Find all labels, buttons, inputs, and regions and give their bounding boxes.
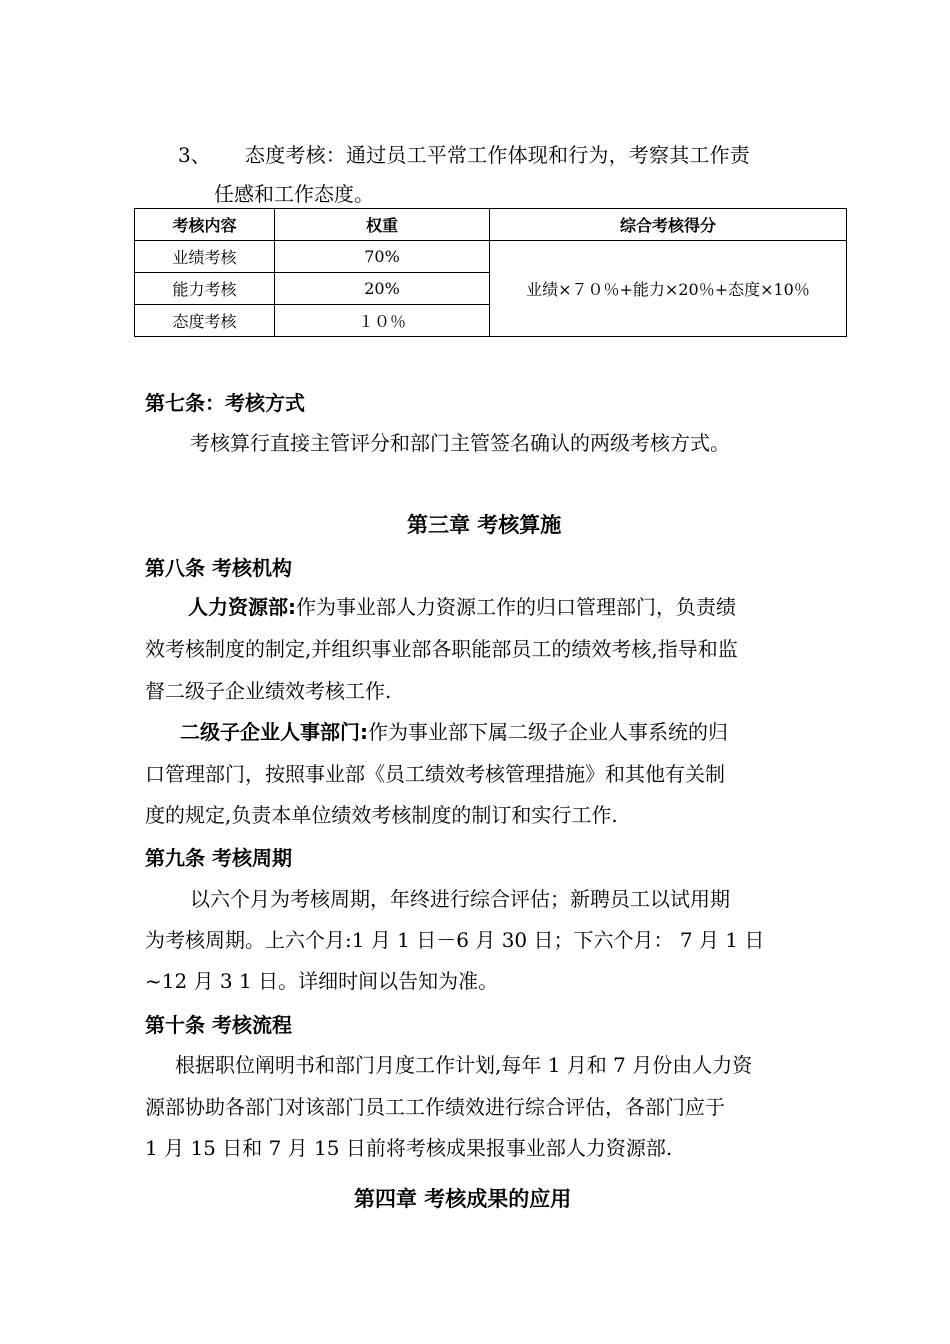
article8-hr-line1: 作为事业部人力资源工作的归口管理部门，负责绩 — [296, 595, 736, 619]
article9-line1: 以六个月为考核周期，年终进行综合评估；新聘员工以试用期 — [190, 887, 730, 911]
article9-line2: 为考核周期。上六个月:1 月 1 日－6 月 30 日；下六个月： 7 月 1 日 — [145, 928, 765, 952]
table-cell-item: 业绩考核 — [135, 241, 275, 273]
article9-line3: ~12 月 3 1 日。详细时间以告知为准。 — [145, 969, 499, 993]
table-header-weight: 权重 — [275, 209, 490, 241]
table-cell-item: 能力考核 — [135, 273, 275, 305]
assessment-table — [134, 208, 847, 337]
table-cell-weight: 70% — [275, 241, 490, 273]
table-header-content: 考核内容 — [135, 209, 275, 241]
article8-sub-paragraph-line1 — [180, 722, 728, 742]
article10-line2: 源部协助各部门对该部门员工工作绩效进行综合评估，各部门应于 — [145, 1095, 725, 1119]
item3-line2: 任感和工作态度。 — [214, 182, 374, 206]
article8-sub-label: 二级子企业人事部门: — [180, 720, 368, 744]
article8-sub-line3: 度的规定,负责本单位绩效考核制度的制订和实行工作. — [145, 803, 618, 827]
table-header-row — [135, 209, 847, 241]
article8-hr-line3: 督二级子企业绩效考核工作. — [145, 679, 392, 703]
article7-text: 考核算行直接主管评分和部门主管签名确认的两级考核方式。 — [190, 431, 730, 455]
item3-line1: 态度考核：通过员工平常工作体现和行为，考察其工作责 — [245, 143, 750, 167]
table-header-score: 综合考核得分 — [490, 209, 847, 241]
article8-sub-line2: 口管理部门，按照事业部《员工绩效考核管理措施》和其他有关制 — [145, 762, 725, 786]
article7-title: 第七条：考核方式 — [145, 391, 305, 415]
article10-line3: 1 月 15 日和 7 月 15 日前将考核成果报事业部人力资源部. — [145, 1136, 673, 1160]
table-row — [135, 241, 847, 273]
item3-number: 3、 — [178, 143, 211, 167]
chapter4-title: 第四章 考核成果的应用 — [354, 1187, 572, 1211]
article10-line1: 根据职位阐明书和部门月度工作计划,每年 1 月和 7 月份由人力资 — [175, 1053, 753, 1077]
article10-title: 第十条 考核流程 — [145, 1013, 292, 1037]
table-cell-weight: 20% — [275, 273, 490, 305]
table-cell-item: 态度考核 — [135, 305, 275, 337]
chapter3-title: 第三章 考核算施 — [407, 513, 562, 537]
article8-hr-label: 人力资源部: — [188, 595, 296, 619]
article8-sub-line1: 作为事业部下属二级子企业人事系统的归 — [368, 720, 728, 744]
article8-hr-line2: 效考核制度的制定,并组织事业部各职能部员工的绩效考核,指导和监 — [145, 637, 738, 661]
article8-hr-paragraph-line1 — [188, 597, 736, 617]
article8-title: 第八条 考核机构 — [145, 556, 292, 580]
table-cell-formula: 业绩×７０％+能力×20％+态度×10％ — [490, 241, 847, 337]
table-cell-weight: １０％ — [275, 305, 490, 337]
article9-title: 第九条 考核周期 — [145, 846, 292, 870]
